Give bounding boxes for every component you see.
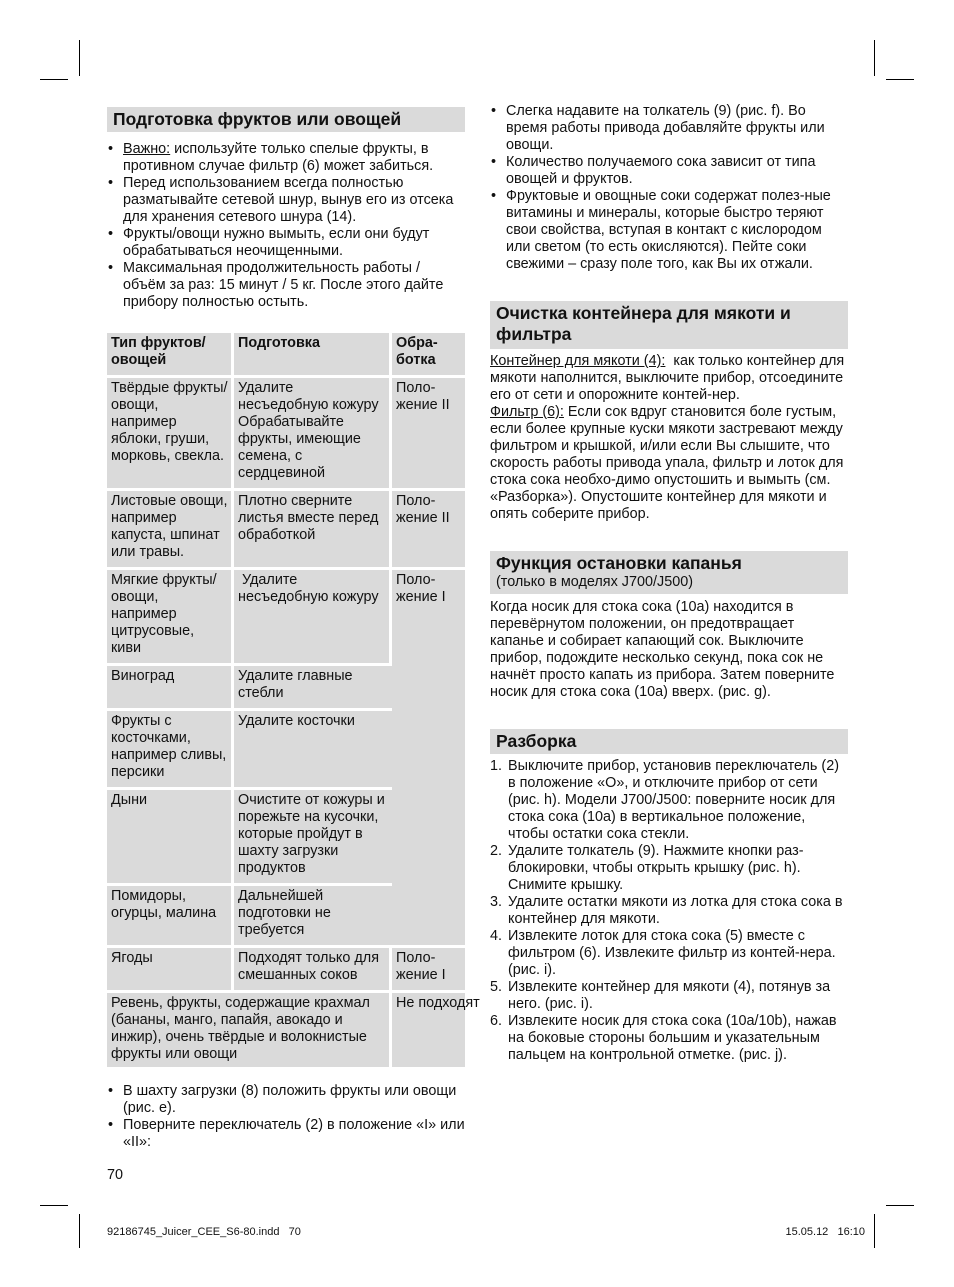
- section-title-disassembly: Разборка: [490, 729, 848, 754]
- step-text: Удалите толкатель (9). Нажмите кнопки раз-блокировки, чтобы открыть крышку (рис. h). Снимите крышку.: [508, 843, 804, 893]
- pulp-container-paragraph: [490, 353, 848, 404]
- crop-mark: [79, 40, 80, 76]
- drip-stop-paragraph: Когда носик для стока сока (10a) находится в перевёрнутом положении, он предотвращает капанье и собирает капающий сок. Выключите прибор, подождите несколько секунд, пока сок не начнёт просто капать из прибора. Затем поверните носик для стока сока (10a) вверх. (рис. g).: [490, 599, 835, 700]
- list-item: • Слегка надавите на толкатель (9) (рис. f). Во время работы привода добавляйте фрукты или овощи.: [490, 103, 848, 154]
- filter-label: Фильтр (6):: [490, 404, 564, 420]
- paragraph-text: Если сок вдруг становится боле густым, если более крупные куски мякоти застревают между фильтром и крышкой, и/или если Вы слышите, что скорость работы привода упала, фильтр и лоток для стока сока необхо-димо опустошить и вымыть (см. «Разборка»). Опустошите контейнер для мякоти и опять соберите прибор.: [490, 404, 844, 522]
- crop-mark: [874, 40, 875, 76]
- crop-mark: [40, 1205, 68, 1206]
- step-text: Извлеките контейнер для мякоти (4), потянув за него. (рис. i).: [508, 979, 831, 1012]
- table-row: [107, 491, 465, 570]
- list-item: [107, 141, 465, 175]
- preparation-table: [107, 333, 480, 1070]
- step-number: 1.: [490, 758, 503, 774]
- step-text: Извлеките лоток для стока сока (5) вместе с фильтром (6). Извлеките фильтр из контей-нера. (рис. i).: [508, 928, 836, 978]
- table-cell-prep: Подходят только для смешанных соков: [234, 948, 392, 993]
- list-item: • Перед использованием всегда полностью разматывайте сетевой шнур, вынув его из отсека для хранения сетевого шнура (14).: [107, 175, 465, 226]
- step-number: 6.: [490, 1013, 503, 1029]
- table-cell-prep: Плотно сверните листья вместе перед обработкой: [234, 491, 392, 570]
- crop-mark: [886, 79, 914, 80]
- list-item: • Количество получаемого сока зависит от типа овощей и фруктов.: [490, 154, 848, 188]
- table-cell-setting: Не подходят: [392, 993, 465, 1070]
- list-item: • Поверните переключатель (2) в положение «I» или «II»:: [107, 1117, 465, 1151]
- section-title-preparation: Подготовка фруктов или овощей: [107, 107, 465, 132]
- section-title-drip-stop: [490, 551, 848, 594]
- list-item: [490, 758, 848, 843]
- table-cell-type: Помидоры, огурцы, малина: [107, 886, 234, 948]
- list-item: [490, 843, 848, 894]
- list-item: • Фрукты/овощи нужно вымыть, если они будут обрабатываться неочищенными.: [107, 226, 465, 260]
- table-cell-prep: Очистите от кожуры и порежьте на кусочки, которые пройдут в шахту загрузки продуктов: [234, 790, 392, 886]
- table-cell-prep: Дальнейшей подготовки не требуется: [234, 886, 392, 948]
- right-column: [490, 103, 848, 1064]
- table-cell-prep: Удалите несъедобную кожуру: [234, 570, 392, 666]
- step-text: Удалите остатки мякоти из лотка для стока сока в контейнер для мякоти.: [508, 894, 843, 927]
- list-item: [490, 894, 848, 928]
- table-cell-setting: Поло- жение I: [392, 570, 465, 948]
- table-row: [107, 378, 465, 491]
- list-item: • В шахту загрузки (8) положить фрукты или овощи (рис. e).: [107, 1083, 465, 1117]
- preparation-bullet-list: [107, 141, 465, 311]
- list-item: • Фруктовые и овощные соки содержат полез-ные витамины и минералы, которые быстро теряют свои свойства, вступая в контакт с кислородом или светом (то есть окисляются). Пейте соки свежими – сразу поле того, как Вы их отжали.: [490, 188, 848, 273]
- table-cell-setting: Поло- жение I: [392, 948, 465, 993]
- crop-mark: [40, 79, 68, 80]
- crop-mark: [79, 1214, 80, 1248]
- crop-mark: [886, 1205, 914, 1206]
- footer-file-info: 92186745_Juicer_CEE_S6-80.indd 70: [107, 1226, 301, 1238]
- table-cell-setting: Поло- жение II: [392, 491, 465, 570]
- list-item: [490, 928, 848, 979]
- disassembly-steps: [490, 758, 848, 1064]
- table-cell-type: Виноград: [107, 666, 234, 711]
- table-row: [107, 948, 465, 993]
- table-cell-prep: Удалите главные стебли: [234, 666, 392, 711]
- list-item: • Максимальная продолжительность работы / объём за раз: 15 минут / 5 кг. После этого дайте прибору полностью остыть.: [107, 260, 465, 311]
- step-text: Извлеките носик для стока сока (10a/10b), нажав на боковые стороны большим и указательным пальцем на контрольной отметке. (рис. j).: [508, 1013, 837, 1063]
- table-header-cell: Подготовка: [234, 333, 392, 378]
- table-cell-prep: Удалите несъедобную кожуру Обрабатывайте фрукты, имеющие семена, с сердцевиной: [234, 378, 392, 491]
- step-number: 3.: [490, 894, 503, 910]
- filter-paragraph: [490, 404, 848, 523]
- table-cell-type: Фрукты с косточками, например сливы, персики: [107, 711, 234, 790]
- table-row: [107, 993, 465, 1070]
- table-cell-type: Листовые овощи, например капуста, шпинат или травы.: [107, 491, 234, 570]
- left-column: [107, 107, 480, 1151]
- drip-stop-subtitle: (только в моделях J700/J500): [496, 574, 693, 590]
- section-title-cleaning: Очистка контейнера для мякоти и фильтра: [490, 301, 848, 349]
- table-cell-prep: Удалите косточки: [234, 711, 392, 790]
- table-row: [107, 570, 465, 666]
- important-label: Важно:: [123, 141, 171, 157]
- list-item-text: используйте только спелые фрукты, в противном случае фильтр (6) может забиться.: [123, 141, 434, 174]
- table-cell-type: Дыни: [107, 790, 234, 886]
- step-text: Выключите прибор, установив переключатель (2) в положение «O», и отключите прибор от сети (рис. h). Модели J700/J500: поверните носик для стока сока (10a) в вертикальное положение, чтобы остатки сока стекли.: [508, 758, 840, 842]
- paragraph-text: как только контейнер для мякоти наполнится, выключите прибор, отсоедините его от сети и опорожните контей-нер.: [490, 353, 849, 403]
- table-cell-setting: Поло- жение II: [392, 378, 465, 491]
- list-item: [490, 979, 848, 1013]
- footer-date: 15.05.12 16:10: [785, 1226, 865, 1238]
- table-header-cell: Обра- ботка: [392, 333, 465, 378]
- table-header-cell: Тип фруктов/ овощей: [107, 333, 234, 378]
- page-number: 70: [107, 1167, 124, 1183]
- step-number: 4.: [490, 928, 503, 944]
- table-cell-type: Ревень, фрукты, содержащие крахмал (бананы, манго, папайя, авокадо и инжир), очень твёрдые и волокнистые фрукты или овощи: [107, 993, 392, 1070]
- table-cell-type: Мягкие фрукты/ овощи, например цитрусовые, киви: [107, 570, 234, 666]
- step-number: 2.: [490, 843, 503, 859]
- table-cell-type: Твёрдые фрукты/ овощи, например яблоки, груши, морковь, свекла.: [107, 378, 234, 491]
- usage-bullet-list: [107, 1083, 465, 1151]
- table-cell-type: Ягоды: [107, 948, 234, 993]
- table-header-row: [107, 333, 465, 378]
- pulp-container-label: Контейнер для мякоти (4):: [490, 353, 666, 369]
- crop-mark: [874, 1214, 875, 1248]
- step-number: 5.: [490, 979, 503, 995]
- list-item: [490, 1013, 848, 1064]
- juicing-bullet-list: [490, 103, 848, 273]
- drip-stop-title: Функция остановки капанья: [496, 553, 742, 573]
